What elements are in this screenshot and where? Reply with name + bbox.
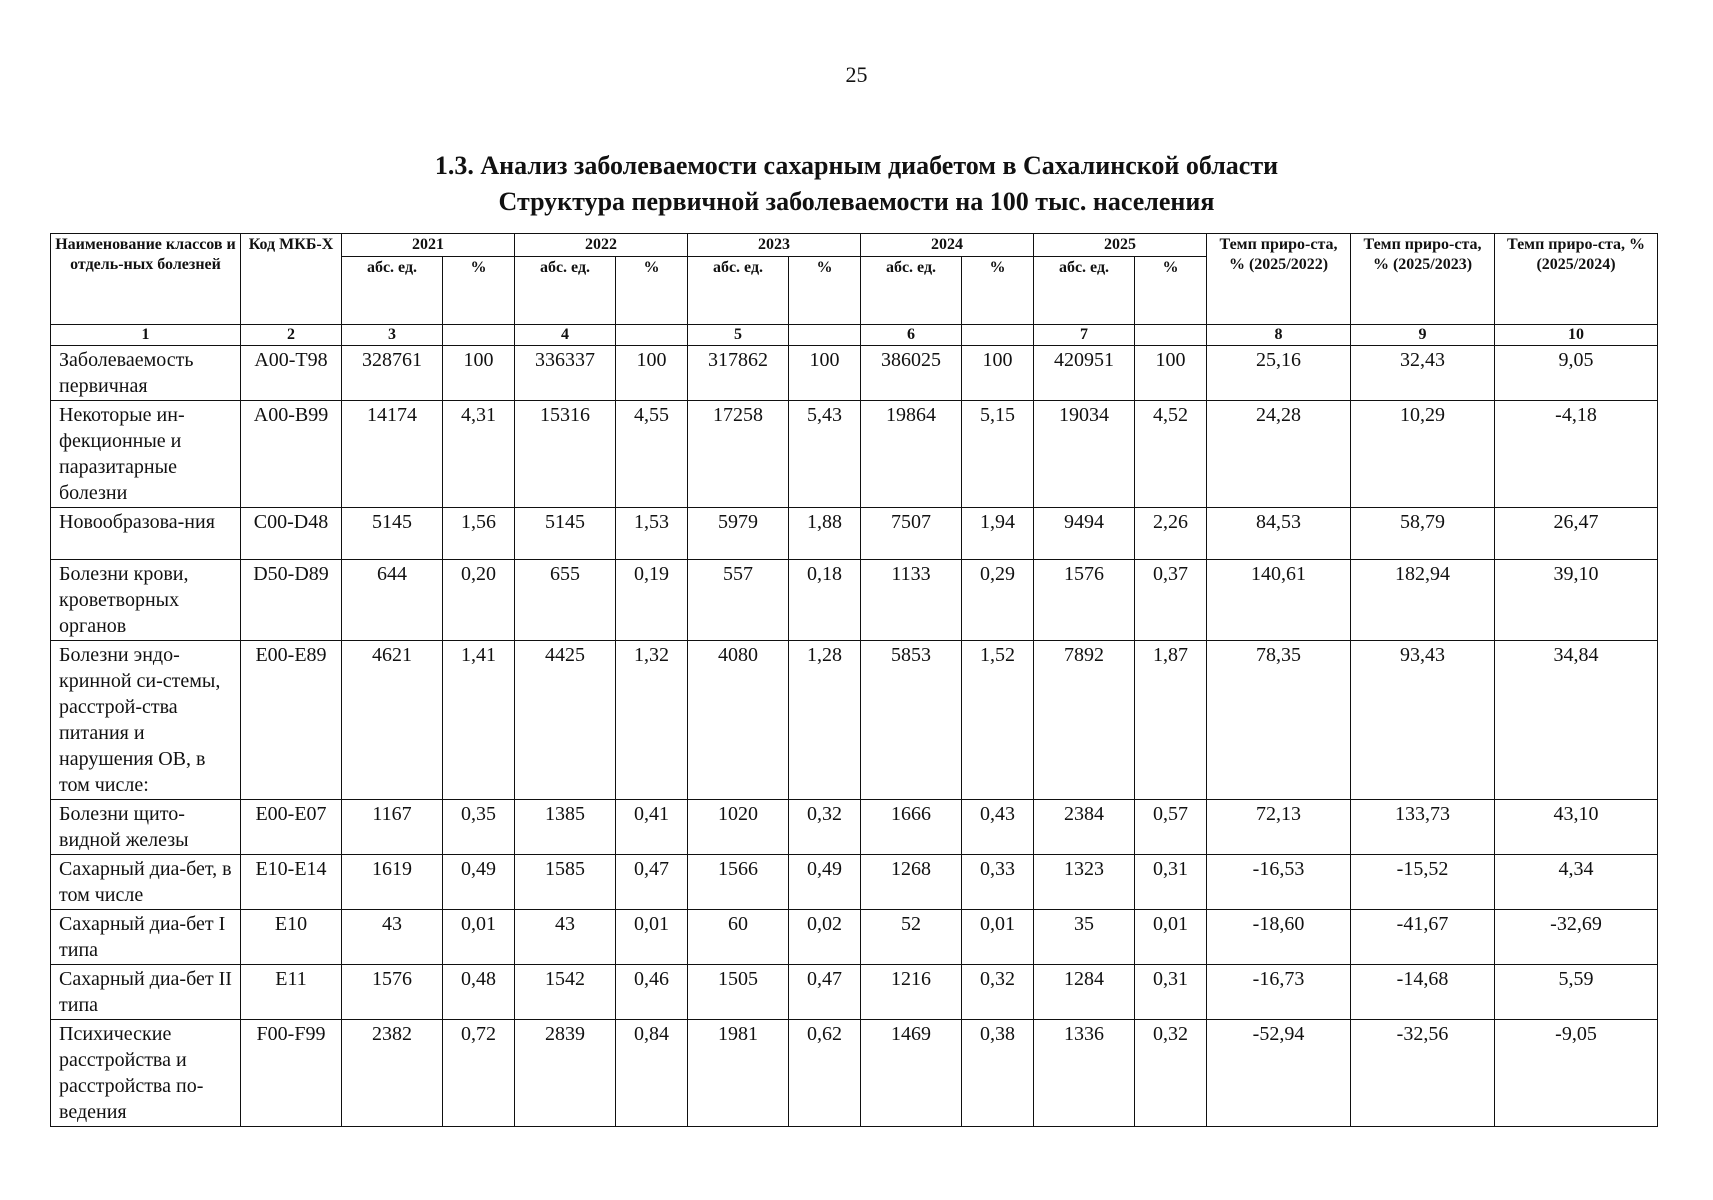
- cell-abs-2024: 52: [861, 910, 962, 965]
- cell-pct-2022: 1,32: [616, 641, 688, 800]
- cell-disease-name: Болезни эндо-кринной си-стемы, расстрой-ства питания и нарушения ОВ, в том числе:: [51, 641, 241, 800]
- cell-pct-2021: 0,01: [443, 910, 515, 965]
- cell-abs-2025: 35: [1034, 910, 1135, 965]
- cell-growth-2025-2024: 39,10: [1495, 560, 1658, 641]
- cell-pct-2024: 0,29: [962, 560, 1034, 641]
- cell-pct-2025: 0,32: [1135, 1020, 1207, 1127]
- header-pct: %: [1135, 257, 1207, 325]
- cell-abs-2024: 1133: [861, 560, 962, 641]
- table-row: [51, 641, 1658, 800]
- cell-growth-2025-2023: 10,29: [1351, 401, 1495, 508]
- cell-icd-code: Е00-Е89: [241, 641, 342, 800]
- header-pct: %: [962, 257, 1034, 325]
- cell-abs-2021: 644: [342, 560, 443, 641]
- cell-abs-2022: 1585: [515, 855, 616, 910]
- cell-pct-2022: 1,53: [616, 508, 688, 560]
- cell-abs-2021: 328761: [342, 346, 443, 401]
- morbidity-table: [50, 233, 1658, 1127]
- cell-pct-2024: 100: [962, 346, 1034, 401]
- cell-growth-2025-2023: -15,52: [1351, 855, 1495, 910]
- title-line-1: 1.3. Анализ заболеваемости сахарным диабетом в Сахалинской области: [434, 151, 1279, 180]
- cell-pct-2025: 0,37: [1135, 560, 1207, 641]
- column-number: 8: [1207, 325, 1351, 346]
- cell-abs-2023: 317862: [688, 346, 789, 401]
- column-number-blank: [1135, 325, 1207, 346]
- cell-icd-code: F00-F99: [241, 1020, 342, 1127]
- cell-icd-code: D50-D89: [241, 560, 342, 641]
- cell-pct-2025: 4,52: [1135, 401, 1207, 508]
- cell-disease-name: Болезни крови, кроветворных органов: [51, 560, 241, 641]
- cell-abs-2023: 17258: [688, 401, 789, 508]
- cell-icd-code: А00-Т98: [241, 346, 342, 401]
- cell-abs-2024: 5853: [861, 641, 962, 800]
- cell-abs-2022: 336337: [515, 346, 616, 401]
- column-number-row: [51, 325, 1658, 346]
- cell-disease-name: Заболеваемость первичная: [51, 346, 241, 401]
- table-row: [51, 560, 1658, 641]
- cell-growth-2025-2023: 93,43: [1351, 641, 1495, 800]
- cell-pct-2021: 0,20: [443, 560, 515, 641]
- table-row: [51, 1020, 1658, 1127]
- cell-pct-2025: 0,31: [1135, 965, 1207, 1020]
- header-year: 2024: [861, 234, 1034, 257]
- cell-abs-2021: 2382: [342, 1020, 443, 1127]
- column-number: 2: [241, 325, 342, 346]
- header-growth: Темп приро-ста, % (2025/2022): [1207, 234, 1351, 325]
- cell-abs-2024: 386025: [861, 346, 962, 401]
- header-abs: абс. ед.: [515, 257, 616, 325]
- cell-pct-2021: 1,41: [443, 641, 515, 800]
- cell-disease-name: Сахарный диа-бет I типа: [51, 910, 241, 965]
- cell-pct-2024: 0,33: [962, 855, 1034, 910]
- cell-pct-2021: 0,35: [443, 800, 515, 855]
- cell-abs-2025: 19034: [1034, 401, 1135, 508]
- cell-abs-2022: 4425: [515, 641, 616, 800]
- cell-abs-2023: 60: [688, 910, 789, 965]
- cell-abs-2024: 1469: [861, 1020, 962, 1127]
- cell-pct-2025: 2,26: [1135, 508, 1207, 560]
- cell-pct-2023: 0,32: [789, 800, 861, 855]
- header-year: 2022: [515, 234, 688, 257]
- cell-pct-2023: 5,43: [789, 401, 861, 508]
- cell-pct-2023: 100: [789, 346, 861, 401]
- header-pct: %: [616, 257, 688, 325]
- cell-pct-2023: 0,18: [789, 560, 861, 641]
- cell-disease-name: Психические расстройства и расстройства по-ведения: [51, 1020, 241, 1127]
- cell-growth-2025-2023: -14,68: [1351, 965, 1495, 1020]
- column-number: 1: [51, 325, 241, 346]
- header-growth: Темп приро-ста, % (2025/2024): [1495, 234, 1658, 325]
- column-number: 10: [1495, 325, 1658, 346]
- cell-pct-2021: 0,72: [443, 1020, 515, 1127]
- cell-abs-2023: 1020: [688, 800, 789, 855]
- cell-icd-code: С00-D48: [241, 508, 342, 560]
- cell-icd-code: Е10-Е14: [241, 855, 342, 910]
- table-row: [51, 800, 1658, 855]
- header-pct: %: [443, 257, 515, 325]
- cell-growth-2025-2022: 84,53: [1207, 508, 1351, 560]
- cell-growth-2025-2022: -52,94: [1207, 1020, 1351, 1127]
- column-number-blank: [962, 325, 1034, 346]
- cell-pct-2023: 0,49: [789, 855, 861, 910]
- column-number: 5: [688, 325, 789, 346]
- page-title: [0, 148, 1713, 220]
- cell-abs-2023: 1505: [688, 965, 789, 1020]
- cell-growth-2025-2022: 24,28: [1207, 401, 1351, 508]
- table-row: [51, 910, 1658, 965]
- cell-pct-2023: 0,02: [789, 910, 861, 965]
- cell-growth-2025-2024: 9,05: [1495, 346, 1658, 401]
- cell-disease-name: Сахарный диа-бет, в том числе: [51, 855, 241, 910]
- cell-pct-2022: 0,47: [616, 855, 688, 910]
- cell-pct-2022: 100: [616, 346, 688, 401]
- cell-pct-2024: 1,52: [962, 641, 1034, 800]
- cell-abs-2023: 1566: [688, 855, 789, 910]
- cell-abs-2022: 1542: [515, 965, 616, 1020]
- cell-abs-2025: 9494: [1034, 508, 1135, 560]
- cell-growth-2025-2024: -32,69: [1495, 910, 1658, 965]
- table-row: [51, 508, 1658, 560]
- cell-growth-2025-2023: 32,43: [1351, 346, 1495, 401]
- header-code: Код МКБ-Х: [241, 234, 342, 325]
- header-row-years: [51, 234, 1658, 257]
- cell-abs-2024: 1268: [861, 855, 962, 910]
- cell-icd-code: Е10: [241, 910, 342, 965]
- cell-pct-2024: 0,38: [962, 1020, 1034, 1127]
- column-number: 6: [861, 325, 962, 346]
- cell-disease-name: Болезни щито-видной железы: [51, 800, 241, 855]
- cell-abs-2025: 7892: [1034, 641, 1135, 800]
- cell-pct-2025: 100: [1135, 346, 1207, 401]
- cell-growth-2025-2024: 26,47: [1495, 508, 1658, 560]
- cell-pct-2023: 0,47: [789, 965, 861, 1020]
- cell-pct-2022: 4,55: [616, 401, 688, 508]
- header-abs: абс. ед.: [342, 257, 443, 325]
- column-number-blank: [789, 325, 861, 346]
- cell-pct-2022: 0,41: [616, 800, 688, 855]
- cell-growth-2025-2022: -16,53: [1207, 855, 1351, 910]
- cell-abs-2021: 5145: [342, 508, 443, 560]
- cell-pct-2024: 0,01: [962, 910, 1034, 965]
- title-line-2: Структура первичной заболеваемости на 100 тыс. населения: [498, 187, 1215, 216]
- cell-abs-2025: 1336: [1034, 1020, 1135, 1127]
- cell-growth-2025-2024: 5,59: [1495, 965, 1658, 1020]
- cell-growth-2025-2022: 25,16: [1207, 346, 1351, 401]
- cell-abs-2021: 1576: [342, 965, 443, 1020]
- page-number: 25: [845, 62, 868, 87]
- table-row: [51, 965, 1658, 1020]
- cell-pct-2021: 100: [443, 346, 515, 401]
- cell-abs-2021: 43: [342, 910, 443, 965]
- cell-growth-2025-2022: 140,61: [1207, 560, 1351, 641]
- header-abs: абс. ед.: [861, 257, 962, 325]
- header-year: 2021: [342, 234, 515, 257]
- cell-abs-2021: 14174: [342, 401, 443, 508]
- cell-abs-2024: 7507: [861, 508, 962, 560]
- cell-abs-2025: 1576: [1034, 560, 1135, 641]
- cell-disease-name: Некоторые ин-фекционные и паразитарные болезни: [51, 401, 241, 508]
- cell-pct-2021: 4,31: [443, 401, 515, 508]
- header-abs: абс. ед.: [688, 257, 789, 325]
- cell-abs-2022: 2839: [515, 1020, 616, 1127]
- column-number-blank: [443, 325, 515, 346]
- cell-pct-2024: 5,15: [962, 401, 1034, 508]
- cell-pct-2022: 0,84: [616, 1020, 688, 1127]
- header-name: Наименование классов и отдель-ных болезней: [51, 234, 241, 325]
- cell-abs-2025: 1323: [1034, 855, 1135, 910]
- table-row: [51, 855, 1658, 910]
- cell-abs-2023: 1981: [688, 1020, 789, 1127]
- cell-icd-code: Е11: [241, 965, 342, 1020]
- header-year: 2023: [688, 234, 861, 257]
- cell-growth-2025-2024: -4,18: [1495, 401, 1658, 508]
- cell-pct-2021: 1,56: [443, 508, 515, 560]
- cell-growth-2025-2022: 78,35: [1207, 641, 1351, 800]
- cell-pct-2021: 0,49: [443, 855, 515, 910]
- cell-growth-2025-2023: 58,79: [1351, 508, 1495, 560]
- cell-abs-2024: 1216: [861, 965, 962, 1020]
- cell-pct-2023: 0,62: [789, 1020, 861, 1127]
- header-abs: абс. ед.: [1034, 257, 1135, 325]
- cell-growth-2025-2023: 182,94: [1351, 560, 1495, 641]
- cell-pct-2024: 1,94: [962, 508, 1034, 560]
- cell-icd-code: А00-В99: [241, 401, 342, 508]
- cell-disease-name: Новообразова-ния: [51, 508, 241, 560]
- cell-growth-2025-2024: 43,10: [1495, 800, 1658, 855]
- cell-growth-2025-2023: -41,67: [1351, 910, 1495, 965]
- column-number: 4: [515, 325, 616, 346]
- header-year: 2025: [1034, 234, 1207, 257]
- column-number-blank: [616, 325, 688, 346]
- cell-abs-2024: 19864: [861, 401, 962, 508]
- cell-growth-2025-2024: 4,34: [1495, 855, 1658, 910]
- table-row: [51, 401, 1658, 508]
- cell-growth-2025-2024: 34,84: [1495, 641, 1658, 800]
- cell-abs-2023: 557: [688, 560, 789, 641]
- header-growth: Темп приро-ста, % (2025/2023): [1351, 234, 1495, 325]
- column-number: 3: [342, 325, 443, 346]
- cell-growth-2025-2022: -16,73: [1207, 965, 1351, 1020]
- cell-abs-2023: 5979: [688, 508, 789, 560]
- cell-icd-code: Е00-Е07: [241, 800, 342, 855]
- cell-disease-name: Сахарный диа-бет II типа: [51, 965, 241, 1020]
- cell-abs-2025: 2384: [1034, 800, 1135, 855]
- cell-growth-2025-2022: 72,13: [1207, 800, 1351, 855]
- cell-growth-2025-2023: 133,73: [1351, 800, 1495, 855]
- cell-abs-2022: 1385: [515, 800, 616, 855]
- cell-abs-2021: 1619: [342, 855, 443, 910]
- cell-abs-2022: 15316: [515, 401, 616, 508]
- table-row: [51, 346, 1658, 401]
- cell-pct-2021: 0,48: [443, 965, 515, 1020]
- cell-abs-2025: 420951: [1034, 346, 1135, 401]
- cell-growth-2025-2022: -18,60: [1207, 910, 1351, 965]
- cell-pct-2024: 0,43: [962, 800, 1034, 855]
- cell-pct-2025: 0,57: [1135, 800, 1207, 855]
- cell-pct-2025: 0,31: [1135, 855, 1207, 910]
- cell-pct-2022: 0,19: [616, 560, 688, 641]
- cell-pct-2025: 0,01: [1135, 910, 1207, 965]
- cell-pct-2023: 1,88: [789, 508, 861, 560]
- cell-abs-2021: 4621: [342, 641, 443, 800]
- header-pct: %: [789, 257, 861, 325]
- cell-abs-2024: 1666: [861, 800, 962, 855]
- cell-abs-2022: 43: [515, 910, 616, 965]
- table-body: [51, 346, 1658, 1127]
- cell-abs-2025: 1284: [1034, 965, 1135, 1020]
- cell-pct-2023: 1,28: [789, 641, 861, 800]
- cell-abs-2023: 4080: [688, 641, 789, 800]
- cell-abs-2022: 5145: [515, 508, 616, 560]
- cell-growth-2025-2024: -9,05: [1495, 1020, 1658, 1127]
- column-number: 7: [1034, 325, 1135, 346]
- cell-growth-2025-2023: -32,56: [1351, 1020, 1495, 1127]
- cell-pct-2025: 1,87: [1135, 641, 1207, 800]
- cell-abs-2022: 655: [515, 560, 616, 641]
- cell-pct-2022: 0,46: [616, 965, 688, 1020]
- column-number: 9: [1351, 325, 1495, 346]
- cell-abs-2021: 1167: [342, 800, 443, 855]
- cell-pct-2022: 0,01: [616, 910, 688, 965]
- cell-pct-2024: 0,32: [962, 965, 1034, 1020]
